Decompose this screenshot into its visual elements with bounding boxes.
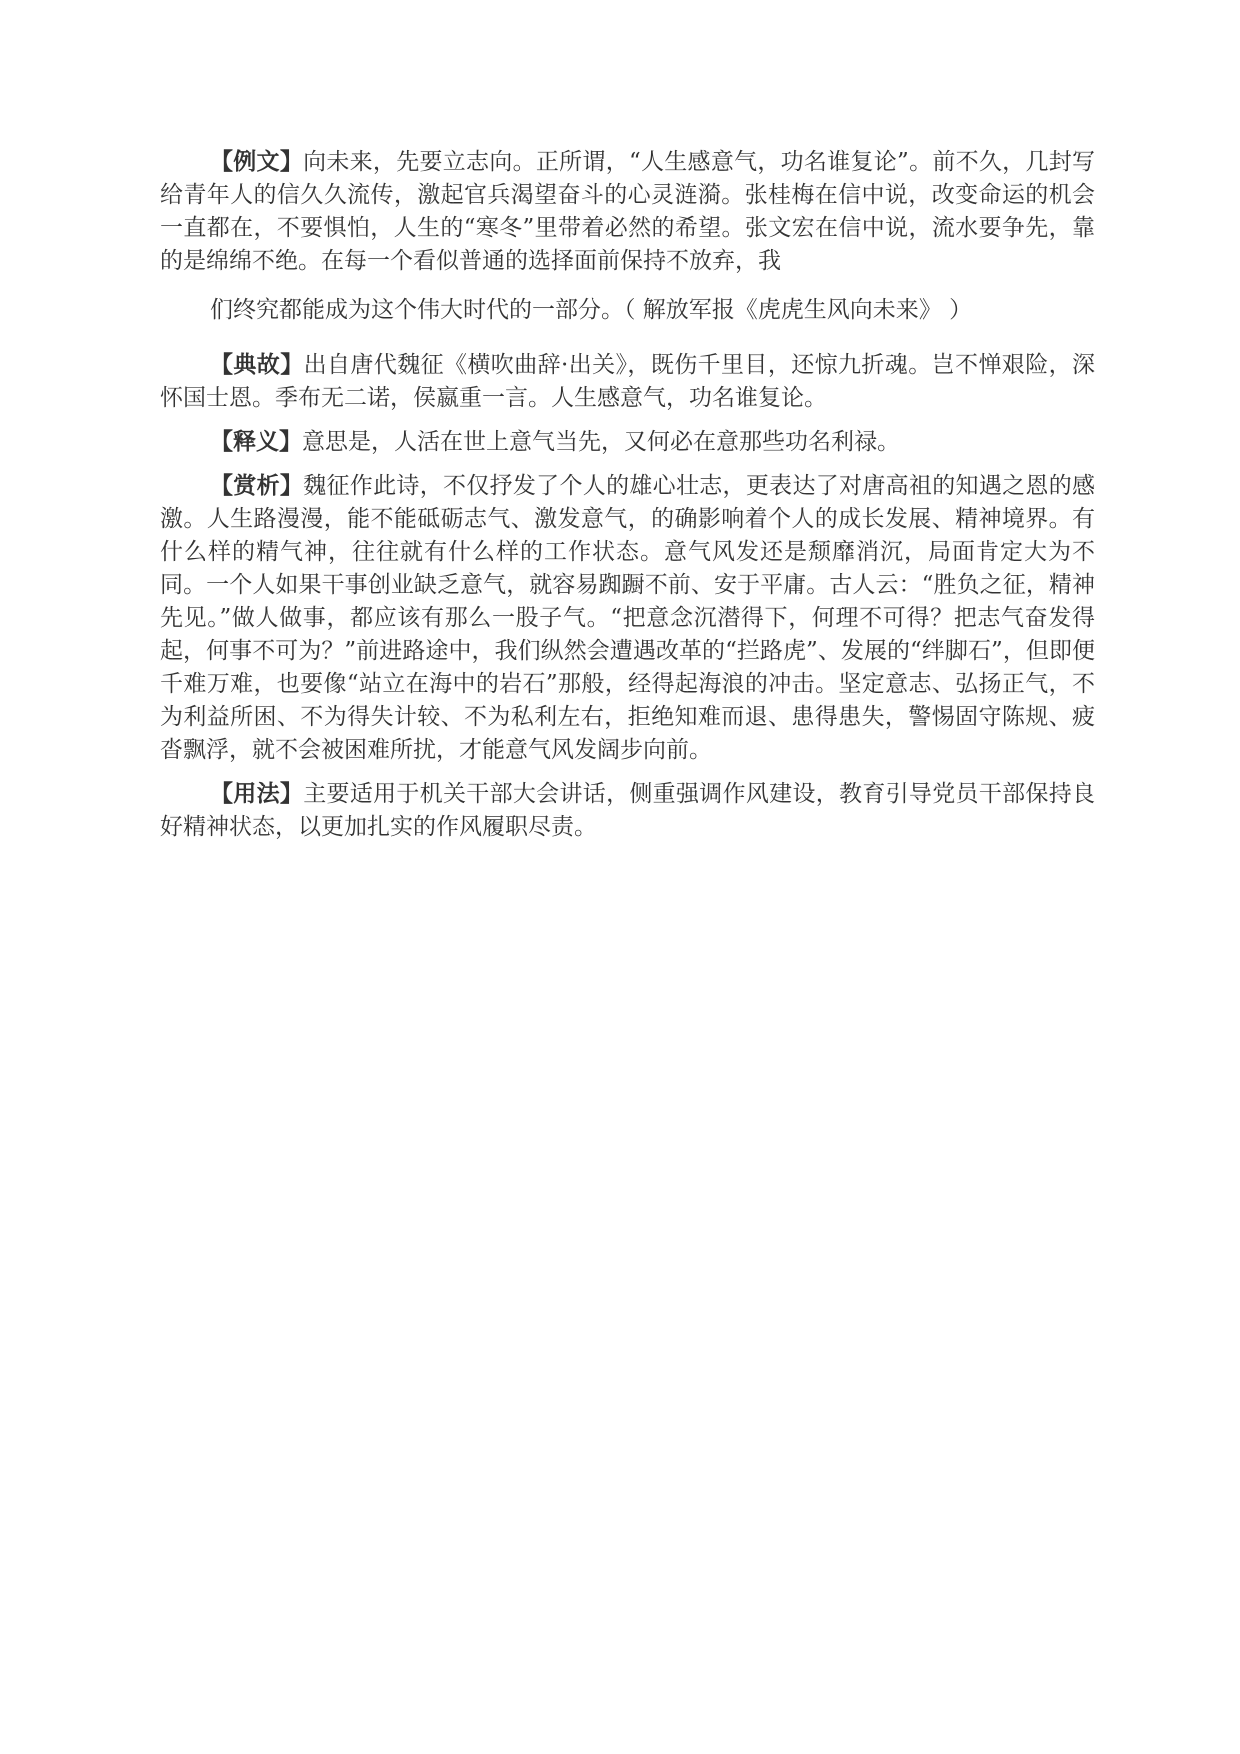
appreciation-tag: 【赏析】 xyxy=(210,473,304,499)
appreciation-paragraph xyxy=(160,470,1095,767)
meaning-tag: 【释义】 xyxy=(210,429,302,455)
usage-paragraph xyxy=(160,778,1095,844)
usage-text: 主要适用于机关干部大会讲话，侧重强调作风建设，教育引导党员干部保持良好精神状态，以更加扎实的作风履职尽责。 xyxy=(160,781,1096,840)
example-text: 向未来，先要立志向。正所谓，“人生感意气，功名谁复论”。前不久，几封写给青年人的信久久流传，激起官兵渴望奋斗的心灵涟漪。张桂梅在信中说，改变命运的机会一直都在，不要惧怕，人生的“寒冬”里带着必然的希望。张文宏在信中说，流水要争先，靠的是绵绵不绝。在每一个看似普通的选择面前保持不放弃，我 xyxy=(160,149,1095,274)
example-last-line xyxy=(160,294,972,327)
appreciation-text: 魏征作此诗，不仅抒发了个人的雄心壮志，更表达了对唐高祖的知遇之恩的感激。人生路漫漫，能不能砥砺志气、激发意气，的确影响着个人的成长发展、精神境界。有什么样的精气神，往往就有什么样的工作状态。意气风发还是颓靡消沉，局面肯定大为不同。一个人如果干事创业缺乏意气，就容易踟蹰不前、安于平庸。古人云：“胜负之征，精神先见。”做人做事，都应该有那么一股子气。“把意念沉潜得下，何理不可得？把志气奋发得起，何事不可为？”前进路途中，我们纵然会遭遇改革的“拦路虎”、发展的“绊脚石”，但即便千难万难，也要像“站立在海中的岩石”那般，经得起海浪的冲击。坚定意志、弘扬正气，不为利益所困、不为得失计较、不为私利左右，拒绝知难而退、患得患失，警惕固守陈规、疲沓飘浮，就不会被困难所扰，才能意气风发阔步向前。 xyxy=(160,473,1096,763)
meaning-text: 意思是，人活在世上意气当先，又何必在意那些功名利禄。 xyxy=(302,429,900,455)
example-source: （ 解放军报《虎虎生风向未来》 ） xyxy=(624,297,973,323)
example-text-end: 们终究都能成为这个伟大时代的一部分。 xyxy=(210,297,624,323)
meaning-paragraph xyxy=(160,426,1095,459)
allusion-text: 出自唐代魏征《横吹曲辞·出关》，既伤千里目，还惊九折魂。岂不惮艰险，深怀国士恩。季布无二诺，侯嬴重一言。人生感意气，功名谁复论。 xyxy=(160,352,1096,411)
allusion-tag: 【典故】 xyxy=(210,352,304,378)
example-paragraph xyxy=(160,146,1095,327)
allusion-paragraph xyxy=(160,349,1095,415)
usage-tag: 【用法】 xyxy=(210,781,304,807)
example-tag: 【例文】 xyxy=(210,149,304,175)
document-page xyxy=(160,146,1095,844)
